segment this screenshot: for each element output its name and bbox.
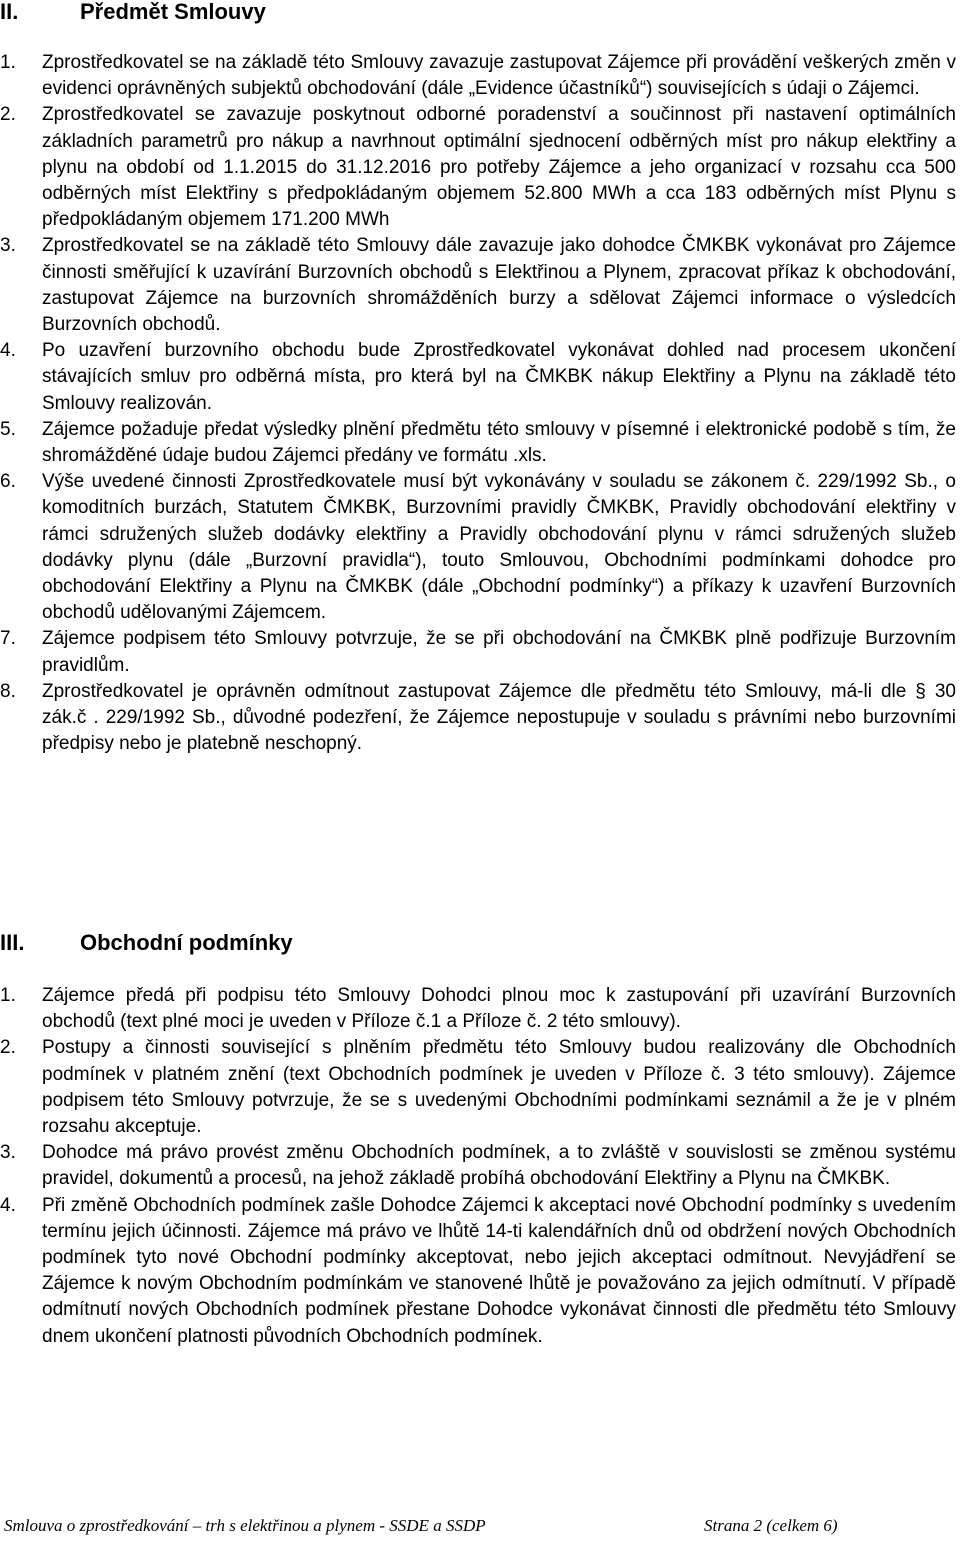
clause-number: 5. (0, 418, 16, 440)
clause-text: Zprostředkovatel se na základě této Smlouvy dále zavazuje jako dohodce ČMKBK vykonávat pro Zájemce činnosti směřující k uzavírání Burzovních obchodů s Elektřinou a Plynem, zpracovat příkaz k obchodování, zastupovat Zájemce na burzovních shromážděních burzy a sdělovat Zájemci informace o výsledcích Burzovních obchodů. (42, 235, 956, 336)
section-title: Obchodní podmínky (80, 930, 293, 955)
clause-text: Při změně Obchodních podmínek zašle Dohodce Zájemci k akceptaci nové Obchodní podmínky s uvedením termínu jejich účinnosti. Zájemce má právo ve lhůtě 14-ti kalendářních dnů od obdržení nových Obchodních podmínek tyto nové Obchodní podmínky akceptovat, nebo jejich akceptaci odmítnout. Nevyjádření se Zájemce k novým Obchodním podmínkám ve stanovené lhůtě je považováno za jejich odmítnutí. V případě odmítnutí nových Obchodních podmínek přestane Dohodce vykonávat činnosti dle předmětu této Smlouvy dnem ukončení platnosti původních Obchodních podmínek. (42, 1194, 956, 1347)
clause-number: 2. (0, 1037, 16, 1059)
clause-number: 3. (0, 1142, 16, 1164)
clause-text: Postupy a činnosti související s plněním předmětu této Smlouvy budou realizovány dle Obchodních podmínek v platném znění (text Obchodních podmínek je uveden v Příloze č. 3 této smlouvy). Zájemce podpisem této Smlouvy potvrzuje, že se s uvedenými Obchodními podmínkami seznámil a že je v plném rozsahu akceptuje. (42, 1037, 956, 1138)
clause-text: Zájemce předá při podpisu této Smlouvy Dohodci plnou moc k zastupování při uzavírání Burzovních obchodů (text plné moci je uveden v Příloze č.1 a Příloze č. 2 této smlouvy). (42, 985, 956, 1033)
section-ii-clauses (0, 50, 956, 757)
section-iii-clauses (0, 983, 956, 1350)
clause-item (0, 1035, 956, 1140)
clause-text: Zprostředkovatel se zavazuje poskytnout odborné poradenství a součinnost při nastavení optimálních základních parametrů pro nákup a navrhnout optimální sjednocení odběrných míst pro nákup elektřiny a plynu na období od 1.1.2015 do 31.12.2016 pro potřeby Zájemce a jeho organizací v rozsahu cca 500 odběrných míst Elektřiny s předpokládaným objemem 52.800 MWh a cca 183 odběrných míst Plynu s předpokládaným objemem 171.200 MWh (42, 104, 956, 231)
clause-number: 3. (0, 235, 16, 257)
section-heading-predmet-smlouvy (0, 0, 266, 25)
clause-item (0, 983, 956, 1035)
section-heading-obchodni-podminky (0, 930, 293, 956)
section-number: II. (0, 0, 19, 24)
clause-number: 7. (0, 628, 16, 650)
clause-number: 2. (0, 104, 16, 126)
clause-item (0, 417, 956, 469)
clause-text: Dohodce má právo provést změnu Obchodních podmínek, a to zvláště v souvislosti se změnou systému pravidel, dokumentů a procesů, na jehož základě probíhá obchodování Elektřiny a Plynu na ČMKBK. (42, 1142, 956, 1190)
footer-document-title: Smlouva o zprostředkování – trh s elektřinou a plynem - SSDE a SSDP (4, 1516, 486, 1535)
clause-number: 4. (0, 1194, 16, 1216)
clause-item (0, 626, 956, 678)
clause-item (0, 679, 956, 758)
clause-item (0, 469, 956, 626)
page-footer (4, 1516, 960, 1536)
clause-item (0, 1140, 956, 1192)
section-title: Předmět Smlouvy (80, 0, 266, 24)
clause-number: 1. (0, 52, 16, 73)
clause-item (0, 50, 956, 102)
clause-text: Zájemce podpisem této Smlouvy potvrzuje, že se při obchodování na ČMKBK plně podřizuje Burzovním pravidlům. (42, 628, 956, 676)
clause-text: Po uzavření burzovního obchodu bude Zprostředkovatel vykonávat dohled nad procesem ukončení stávajících smluv pro odběrná místa, pro která byl na ČMKBK nákup Elektřiny a Plynu na základě této Smlouvy realizován. (42, 340, 956, 414)
clause-item (0, 338, 956, 417)
clause-text: Zprostředkovatel se na základě této Smlouvy zavazuje zastupovat Zájemce při provádění veškerých změn v evidenci oprávněných subjektů obchodování (dále „Evidence účastníků“) souvisejících s údaji o Zájemci. (42, 52, 956, 100)
footer-page-number: Strana 2 (celkem 6) (704, 1516, 838, 1535)
clause-item (0, 1193, 956, 1350)
clause-item (0, 233, 956, 338)
clause-item (0, 102, 956, 233)
clause-number: 1. (0, 985, 16, 1006)
section-number: III. (0, 930, 25, 955)
clause-number: 8. (0, 680, 16, 702)
clause-number: 6. (0, 471, 16, 493)
clause-number: 4. (0, 340, 16, 362)
clause-text: Zájemce požaduje předat výsledky plnění předmětu této smlouvy v písemné i elektronické podobě s tím, že shromážděné údaje budou Zájemci předány ve formátu .xls. (42, 418, 956, 467)
clause-text: Zprostředkovatel je oprávněn odmítnout zastupovat Zájemce dle předmětu této Smlouvy, má-li dle § 30 zák.č . 229/1992 Sb., důvodné podezření, že Zájemce nepostupuje v souladu s právními nebo burzovními předpisy nebo je platebně neschopný. (42, 680, 956, 755)
clause-text: Výše uvedené činnosti Zprostředkovatele musí být vykonávány v souladu se zákonem č. 229/1992 Sb., o komoditních burzách, Statutem ČMKBK, Burzovními pravidly ČMKBK, Pravidly obchodování elektřiny v rámci sdružených služeb dodávky elektřiny a Pravidly obchodování plynu v rámci sdružených služeb dodávky plynu (dále „Burzovní pravidla“), touto Smlouvou, Obchodními podmínkami dohodce pro obchodování Elektřiny a Plynu na ČMKBK (dále „Obchodní podmínky“) a příkazy k uzavření Burzovních obchodů udělovanými Zájemcem. (42, 471, 956, 624)
